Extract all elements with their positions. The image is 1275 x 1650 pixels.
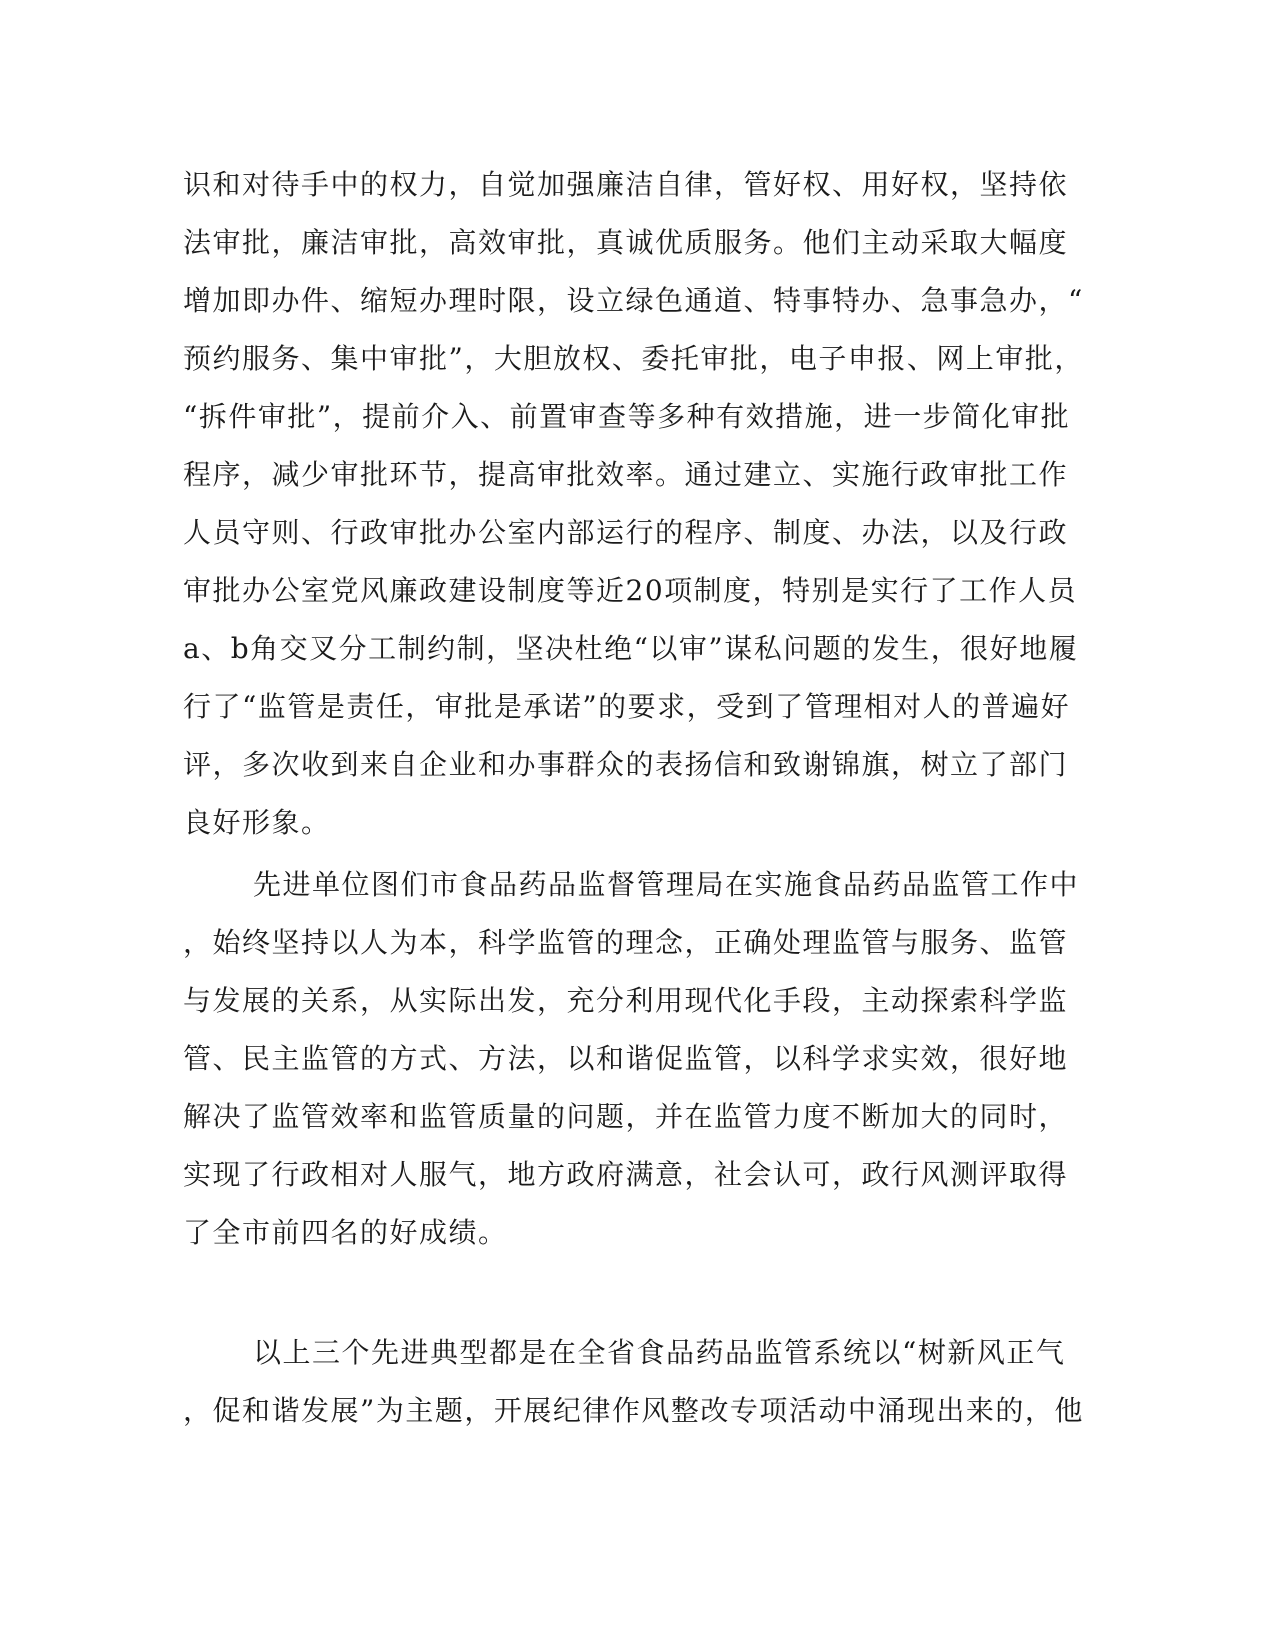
paragraph-2-line: 解决了监管效率和监管质量的问题，并在监管力度不断加大的同时，: [183, 1100, 1069, 1133]
paragraph-3: [183, 1324, 1084, 1440]
paragraph-1-line: 审批办公室党风廉政建设制度等近20项制度，特别是实行了工作人员: [183, 574, 1078, 607]
paragraph-2-line: 管、民主监管的方式、方法，以和谐促监管，以科学求实效，很好地: [183, 1042, 1069, 1075]
paragraph-1-line: 识和对待手中的权力，自觉加强廉洁自律，管好权、用好权，坚持依: [183, 168, 1069, 201]
paragraph-1-line: “拆件审批”，提前介入、前置审查等多种有效措施，进一步简化审批: [183, 400, 1071, 433]
paragraph-1-line: 良好形象。: [183, 806, 331, 839]
paragraph-1-line: a、b角交叉分工制约制，坚决杜绝“以审”谋私问题的发生，很好地履: [183, 632, 1079, 665]
paragraph-2-line: ，始终坚持以人为本，科学监管的理念，正确处理监管与服务、监管: [183, 926, 1069, 959]
paragraph-2: [183, 856, 1080, 1262]
paragraph-1-line: 程序，减少审批环节，提高审批效率。通过建立、实施行政审批工作: [183, 458, 1069, 491]
paragraph-3-line: 以上三个先进典型都是在全省食品药品监管系统以“树新风正气: [253, 1336, 1066, 1369]
paragraph-1-line: 评，多次收到来自企业和办事群众的表扬信和致谢锦旗，树立了部门: [183, 748, 1069, 781]
paragraph-1-line: 法审批，廉洁审批，高效审批，真诚优质服务。他们主动采取大幅度: [183, 226, 1069, 259]
paragraph-1-line: 增加即办件、缩短办理时限，设立绿色通道、特事特办、急事急办，“: [183, 284, 1084, 317]
paragraph-1-line: 行了“监管是责任，审批是承诺”的要求，受到了管理相对人的普遍好: [183, 690, 1071, 723]
paragraph-2-line: 实现了行政相对人服气，地方政府满意，社会认可，政行风测评取得: [183, 1158, 1069, 1191]
paragraph-2-line: 了全市前四名的好成绩。: [183, 1216, 508, 1249]
paragraph-2-line: 与发展的关系，从实际出发，充分利用现代化手段，主动探索科学监: [183, 984, 1069, 1017]
paragraph-1: [183, 156, 1084, 852]
paragraph-3-line: ，促和谐发展”为主题，开展纪律作风整改专项活动中涌现出来的，他: [183, 1394, 1084, 1427]
paragraph-1-line: 人员守则、行政审批办公室内部运行的程序、制度、办法，以及行政: [183, 516, 1069, 549]
paragraph-2-line: 先进单位图们市食品药品监督管理局在实施食品药品监管工作中: [253, 868, 1080, 901]
paragraph-1-line: 预约服务、集中审批”，大胆放权、委托审批，电子申报、网上审批，: [183, 342, 1084, 375]
